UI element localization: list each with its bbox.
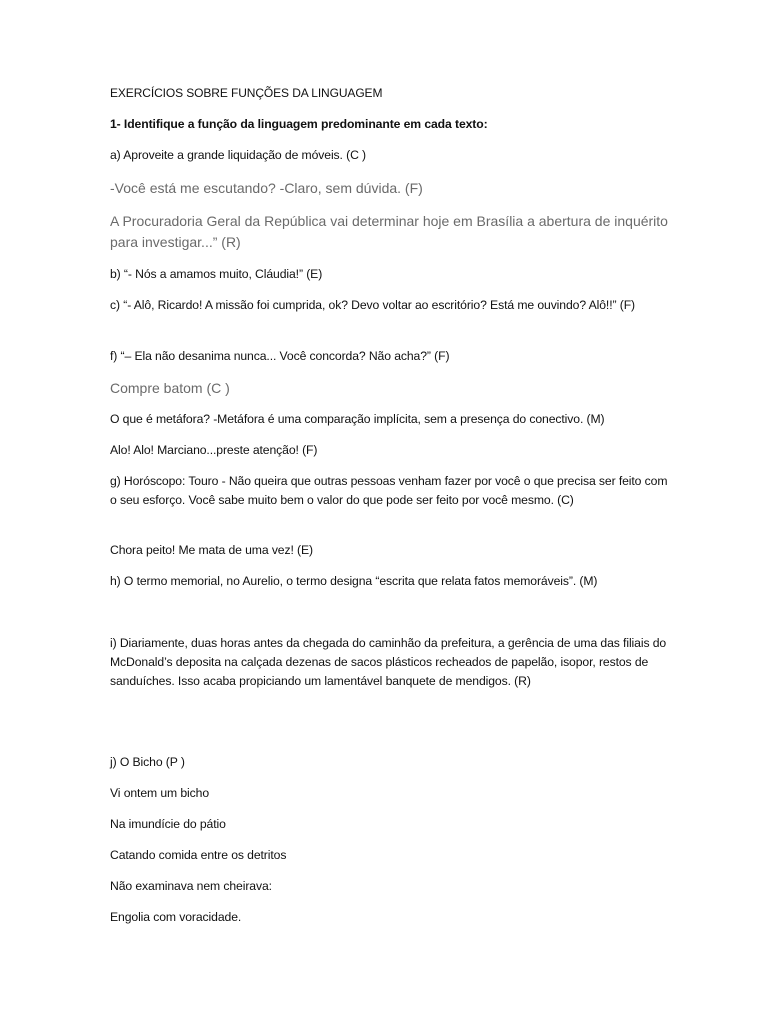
item-a: a) Aproveite a grande liquidação de móveis. (C ) xyxy=(110,148,367,162)
item-b: b) “- Nós a amamos muito, Cláudia!” (E) xyxy=(110,267,323,281)
item-j: j) O Bicho (P ) xyxy=(110,755,185,769)
poem-line: Engolia com voracidade. xyxy=(110,910,242,924)
item-f: f) “– Ela não desanima nunca... Você concorda? Não acha?” (F) xyxy=(110,349,450,363)
poem-line: Vi ontem um bicho xyxy=(110,786,210,800)
poem-line: Catando comida entre os detritos xyxy=(110,848,287,862)
item-g: g) Horóscopo: Touro - Não queira que outras pessoas venham fazer por você o que precisa ser feito com o seu esforço. Você sabe muito bem o valor do que pode ser feito por você mesmo. (C) xyxy=(110,474,668,507)
item-voce: -Você está me escutando? -Claro, sem dúvida. (F) xyxy=(110,180,423,196)
item-marciano: Alo! Alo! Marciano...preste atenção! (F) xyxy=(110,443,318,457)
item-i: i) Diariamente, duas horas antes da chegada do caminhão da prefeitura, a gerência de uma das filiais do McDonald’s deposita na calçada dezenas de sacos plásticos recheados de papelão, isopor, restos de sanduíches. Isso acaba propiciando um lamentável banquete de mendigos. (R) xyxy=(110,636,667,688)
item-chora: Chora peito! Me mata de uma vez! (E) xyxy=(110,543,313,557)
document-title: EXERCÍCIOS SOBRE FUNÇÕES DA LINGUAGEM xyxy=(110,86,383,100)
poem-line: Na imundície do pátio xyxy=(110,817,226,831)
item-batom: Compre batom (C ) xyxy=(110,380,230,396)
question-heading: 1- Identifique a função da linguagem predominante em cada texto: xyxy=(110,117,488,131)
item-h: h) O termo memorial, no Aurelio, o termo designa “escrita que relata fatos memoráveis”. (M) xyxy=(110,574,598,588)
poem-line: Não examinava nem cheirava: xyxy=(110,879,272,893)
item-metafora: O que é metáfora? -Metáfora é uma comparação implícita, sem a presença do conectivo. (M) xyxy=(110,412,605,426)
item-procuradoria: A Procuradoria Geral da República vai determinar hoje em Brasília a abertura de inquérito para investigar...” (R) xyxy=(110,213,668,250)
item-c: c) “- Alô, Ricardo! A missão foi cumprida, ok? Devo voltar ao escritório? Está me ouvindo? Alô!!” (F) xyxy=(110,298,636,312)
